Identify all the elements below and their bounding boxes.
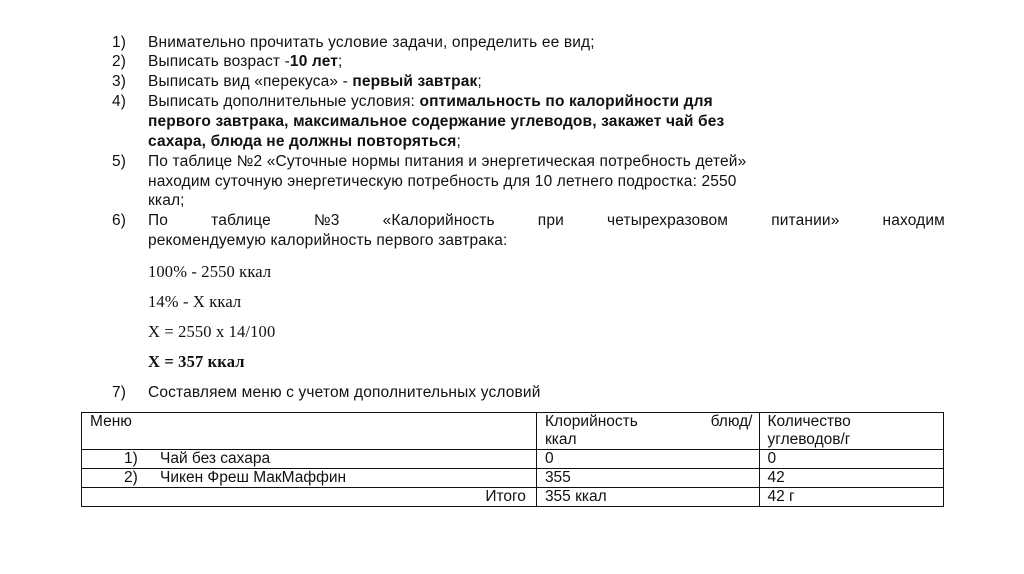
list-number: 5) — [112, 153, 127, 170]
calc-line-1: 100% - 2550 ккал — [148, 262, 272, 281]
carbs-cell: 0 — [759, 450, 944, 469]
menu-item-cell: 1) Чай без сахара — [82, 450, 537, 469]
total-calories: 355 ккал — [536, 488, 759, 507]
header-carbs: Количество углеводов/г — [759, 413, 944, 450]
list-item-text: Выписать дополнительные условия: оптимальность по калорийности для — [148, 93, 713, 110]
menu-table — [81, 412, 944, 507]
menu-item-cell: 2) Чикен Фреш МакМаффин — [82, 469, 537, 488]
list-item-text: Выписать вид «перекуса» - первый завтрак; — [148, 73, 482, 90]
table-header-row — [82, 413, 944, 450]
list-number: 6) — [112, 212, 127, 229]
table-row — [82, 469, 944, 488]
list-number: 2) — [112, 53, 127, 70]
list-item-text: Внимательно прочитать условие задачи, определить ее вид; — [148, 34, 595, 51]
calories-cell: 355 — [536, 469, 759, 488]
header-calories: Клорийность блюд/ ккал — [536, 413, 759, 450]
table-row — [82, 450, 944, 469]
total-carbs: 42 г — [759, 488, 944, 507]
list-item-text: Выписать возраст -10 лет; — [148, 53, 343, 70]
list-number: 7) — [112, 384, 127, 401]
carbs-cell: 42 — [759, 469, 944, 488]
list-item-text: По таблице №3 «Калорийность при четырехразовом питании» находим — [148, 212, 945, 229]
total-label: Итого — [82, 488, 537, 507]
calc-line-3: X = 2550 x 14/100 — [148, 322, 276, 341]
calc-result: X = 357 ккал — [148, 352, 245, 371]
header-menu: Меню — [82, 413, 537, 450]
list-item-text-cont: рекомендуемую калорийность первого завтрака: — [148, 232, 508, 249]
calc-line-2: 14% - X ккал — [148, 292, 242, 311]
list-number: 4) — [112, 93, 127, 110]
calories-cell: 0 — [536, 450, 759, 469]
list-item-text-cont: первого завтрака, максимальное содержание углеводов, закажет чай без — [148, 113, 725, 130]
list-item-text-cont: находим суточную энергетическую потребность для 10 летнего подростка: 2550 — [148, 173, 737, 190]
list-number: 1) — [112, 34, 127, 51]
table-total-row — [82, 488, 944, 507]
list-number: 3) — [112, 73, 127, 90]
list-item-text: По таблице №2 «Суточные нормы питания и энергетическая потребность детей» — [148, 153, 747, 170]
list-item-text: Составляем меню с учетом дополнительных условий — [148, 384, 541, 401]
list-item-text-cont: ккал; — [148, 192, 185, 209]
list-item-text-cont: сахара, блюда не должны повторяться; — [148, 133, 461, 150]
